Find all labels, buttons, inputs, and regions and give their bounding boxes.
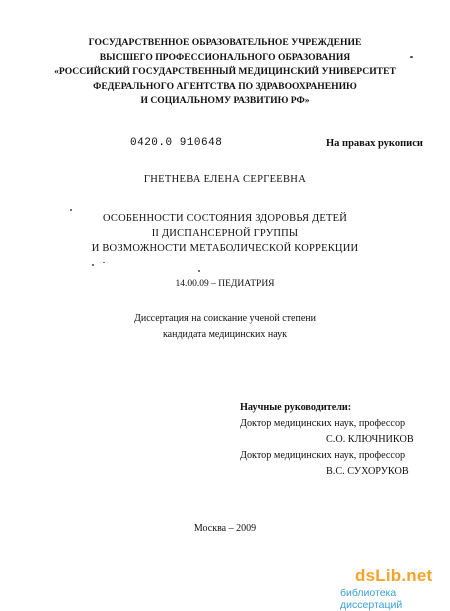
dissertation-title	[0, 211, 450, 256]
organization-line: И СОЦИАЛЬНОМУ РАЗВИТИЮ РФ»	[140, 95, 310, 107]
organization-line: ФЕДЕРАЛЬНОГО АГЕНТСТВА ПО ЗДРАВООХРАНЕНИЮ	[93, 80, 357, 92]
supervisor-rank: Доктор медицинских наук, профессор	[240, 450, 406, 461]
organization-line: «РОССИЙСКИЙ ГОСУДАРСТВЕННЫЙ МЕДИЦИНСКИЙ УНИВЕРСИТЕТ	[54, 66, 396, 78]
degree-line: кандидата медицинских наук	[162, 329, 288, 340]
supervisor-name: В.С. СУХОРУКОВ	[326, 466, 409, 477]
degree-line: Диссертация на соискание ученой степени	[134, 313, 316, 324]
supervisor-rank: Доктор медицинских наук, профессор	[240, 418, 406, 429]
scan-speck	[198, 270, 200, 272]
supervisors-heading: Научные руководители:	[240, 402, 352, 413]
scan-speck	[410, 56, 413, 58]
author-name: ГНЕТНЕВА ЕЛЕНА СЕРГЕЕВНА	[143, 174, 307, 185]
supervisor-name: С.О. КЛЮЧНИКОВ	[326, 434, 414, 445]
archive-code: 0420.0 910648	[130, 137, 223, 149]
scan-speck	[92, 264, 94, 266]
organization-line: ВЫСШЕГО ПРОФЕССИОНАЛЬНОГО ОБРАЗОВАНИЯ	[99, 51, 351, 63]
organization-line: ГОСУДАРСТВЕННОЕ ОБРАЗОВАТЕЛЬНОЕ УЧРЕЖДЕНИЕ	[88, 37, 362, 48]
supervisors-block	[240, 400, 414, 480]
watermark-subtitle: библиотека диссертаций	[340, 587, 403, 611]
title-line: ОСОБЕННОСТИ СОСТОЯНИЯ ЗДОРОВЬЯ ДЕТЕЙ	[102, 213, 348, 224]
scan-speck	[103, 262, 105, 263]
title-line: И ВОЗМОЖНОСТИ МЕТАБОЛИЧЕСКОЙ КОРРЕКЦИИ	[91, 243, 359, 254]
watermark-logo: dsLib.net	[355, 566, 433, 585]
rights-note: На правах рукописи	[326, 138, 423, 149]
organization-block	[0, 36, 450, 109]
degree-statement	[0, 311, 450, 343]
specialty-code: 14.00.09 – ПЕДИАТРИЯ	[175, 279, 275, 289]
title-line: II ДИСПАНСЕРНОЙ ГРУППЫ	[151, 228, 299, 239]
scan-speck	[70, 209, 72, 211]
city-year: Москва – 2009	[193, 523, 257, 534]
